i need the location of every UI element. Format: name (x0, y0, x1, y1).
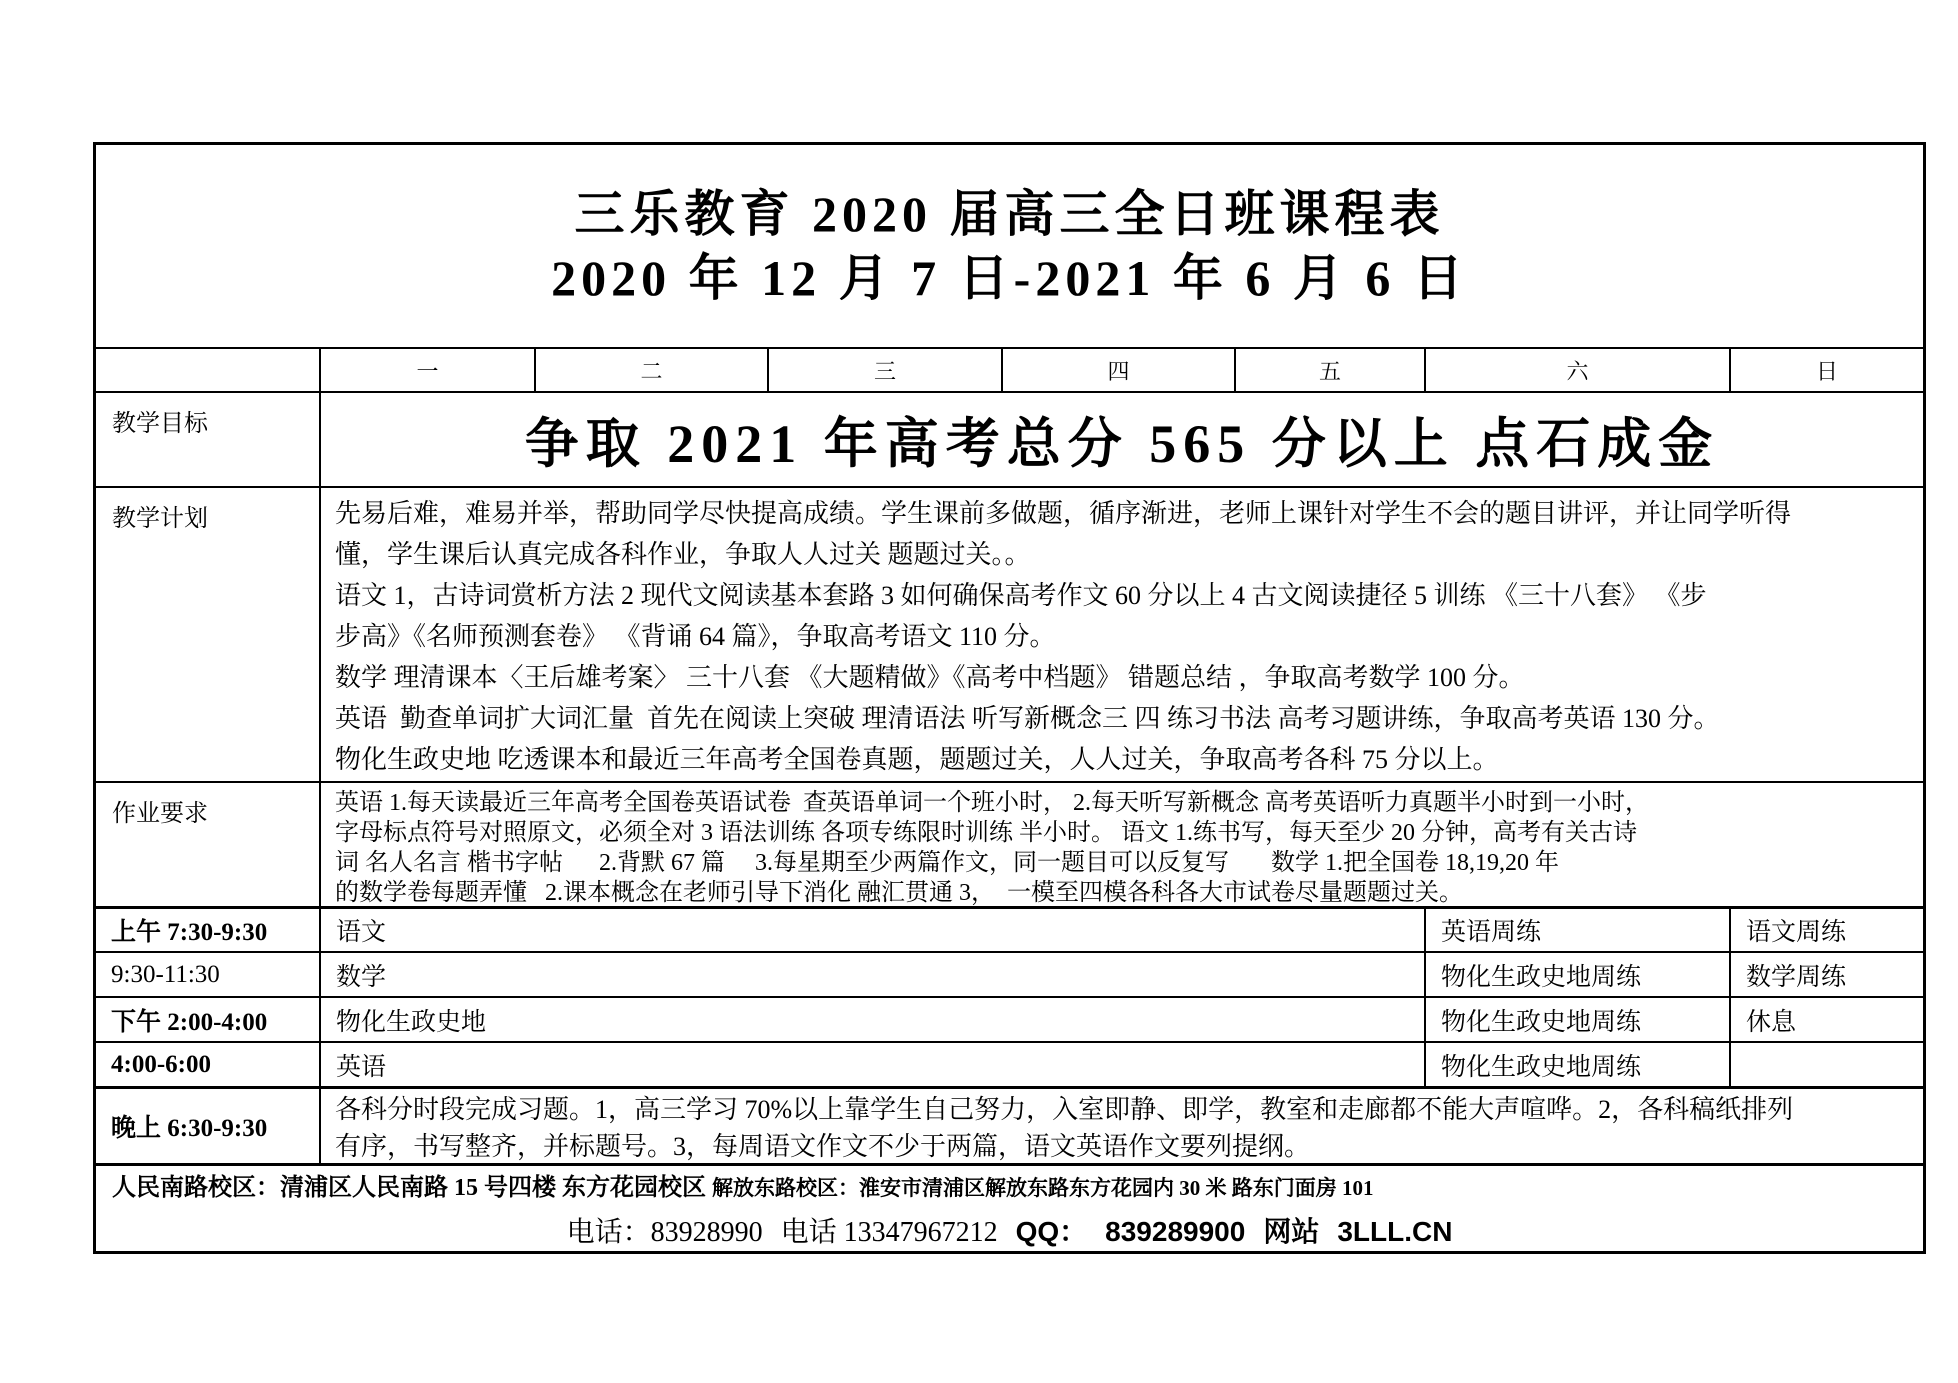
evening-text-cell (319, 1089, 1923, 1163)
sunday-cell: 数学周练 (1729, 953, 1923, 996)
time-cell: 下午 2:00-4:00 (111, 1008, 268, 1036)
day-cell-fri: 五 (1234, 349, 1424, 391)
time-cell: 晚上 6:30-9:30 (111, 1115, 268, 1142)
day-cell-wed: 三 (767, 349, 1001, 391)
homework-text-line: 的数学卷每题弄懂 2.课本概念在老师引导下消化 融汇贯通 3， 一模至四模各科各大市试卷尽量题题过关。 (335, 880, 1463, 906)
saturday-cell: 英语周练 (1424, 909, 1729, 951)
saturday-cell: 物化生政史地周练 (1424, 953, 1729, 996)
subject-cell: 语文 (319, 909, 1424, 951)
phone-1: 电话：83928990 (566, 1217, 763, 1248)
day-cell-sun: 日 (1729, 349, 1923, 391)
time-cell: 4:00-6:00 (111, 1050, 211, 1078)
goal-row (96, 391, 1923, 486)
plan-text-line: 先易后难，难易并举，帮助同学尽快提高成绩。学生课前多做题，循序渐进，老师上课针对学生不会的题目讲评，并让同学听得 (335, 499, 1792, 528)
schedule-row-evening (96, 1086, 1923, 1163)
schedule-row-afternoon2 (96, 1041, 1923, 1086)
plan-row-label: 教学计划 (112, 506, 208, 532)
sunday-cell (1729, 1043, 1923, 1086)
sunday-cell: 语文周练 (1729, 909, 1923, 951)
schedule-row-morning2 (96, 951, 1923, 996)
homework-row-label: 作业要求 (112, 801, 208, 827)
saturday-cell: 物化生政史地周练 (1424, 998, 1729, 1041)
title-block (96, 145, 1923, 347)
day-cell-mon: 一 (319, 349, 534, 391)
page-title: 三乐教育 2020 届高三全日班课程表 (574, 186, 1445, 242)
time-cell: 9:30-11:30 (111, 960, 220, 988)
plan-text-line: 数学 理清课本〈王后雄考案〉 三十八套 《大题精做》《高考中档题》 错题总结 ，争取高考数学 100 分。 (335, 663, 1525, 692)
footer (96, 1163, 1923, 1251)
footer-contact-line (96, 1210, 1923, 1250)
subject-cell: 英语 (319, 1043, 1424, 1086)
goal-row-label: 教学目标 (112, 411, 208, 437)
weekday-header-row (96, 347, 1923, 391)
saturday-cell: 物化生政史地周练 (1424, 1043, 1729, 1086)
homework-text-line: 英语 1.每天读最近三年高考全国卷英语试卷 查英语单词一个班小时， 2.每天听写新概念 高考英语听力真题半小时到一小时， (335, 790, 1649, 816)
corner-cell (96, 349, 319, 391)
campus-2-address: 解放东路校区：淮安市清浦区解放东路东方花园内 30 米 路东门面房 101 (712, 1176, 1374, 1200)
goal-slogan: 争取 2021 年高考总分 565 分以上 点石成金 (524, 414, 1720, 474)
plan-text-line: 语文 1，古诗词赏析方法 2 现代文阅读基本套路 3 如何确保高考作文 60 分以上 4 古文阅读捷径 5 训练 《三十八套》 《步 (335, 581, 1707, 610)
subject-cell: 物化生政史地 (319, 998, 1424, 1041)
qq-number: 839289900 (1105, 1216, 1246, 1247)
sunday-cell: 休息 (1729, 998, 1923, 1041)
date-range: 2020 年 12 月 7 日-2021 年 6 月 6 日 (551, 250, 1468, 306)
plan-text-cell (319, 488, 1923, 781)
schedule-row-morning1 (96, 906, 1923, 951)
evening-text-line: 有序，书写整齐，并标题号。3，每周语文作文不少于两篇，语文英语作文要列提纲。 (335, 1132, 1311, 1161)
day-cell-sat: 六 (1424, 349, 1729, 391)
phone-2: 电话 13347967212 (780, 1217, 998, 1248)
plan-text-line: 英语 勤查单词扩大词汇量 首先在阅读上突破 理清语法 听写新概念三 四 练习书法 高考习题讲练，争取高考英语 130 分。 (335, 704, 1720, 733)
website-url: 3LLL.CN (1337, 1216, 1453, 1247)
schedule-table (93, 142, 1926, 1254)
plan-text-line: 步高》《名师预测套卷》 《背诵 64 篇》，争取高考语文 110 分。 (335, 622, 1056, 651)
homework-text-cell (319, 783, 1923, 906)
evening-text-line: 各科分时段完成习题。1，高三学习 70%以上靠学生自己努力，入室即静、即学，教室和走廊都不能大声喧哗。2，各科稿纸排列 (335, 1095, 1794, 1124)
homework-text-line: 词 名人名言 楷书字帖 2.背默 67 篇 3.每星期至少两篇作文，同一题目可以反复写 数学 1.把全国卷 18,19,20 年 (335, 850, 1559, 876)
campus-1-address: 人民南路校区：清浦区人民南路 15 号四楼 东方花园校区 (112, 1175, 712, 1201)
website-label: 网站 (1263, 1216, 1320, 1247)
plan-text-line: 懂，学生课后认真完成各科作业，争取人人过关 题题过关。。 (335, 540, 1031, 569)
plan-text-line: 物化生政史地 吃透课本和最近三年高考全国卷真题，题题过关，人人过关，争取高考各科 75 分以上。 (335, 745, 1499, 774)
goal-text-cell (319, 393, 1923, 486)
schedule-row-afternoon1 (96, 996, 1923, 1041)
footer-address-line (96, 1167, 1923, 1202)
subject-cell: 数学 (319, 953, 1424, 996)
homework-row (96, 781, 1923, 906)
time-cell: 上午 7:30-9:30 (111, 919, 268, 946)
homework-text-line: 字母标点符号对照原文，必须全对 3 语法训练 各项专练限时训练 半小时。 语文 1.练书写，每天至少 20 分钟，高考有关古诗 (335, 820, 1637, 846)
plan-row (96, 486, 1923, 781)
qq-label: QQ： (1015, 1216, 1088, 1247)
day-cell-thu: 四 (1001, 349, 1234, 391)
day-cell-tue: 二 (534, 349, 767, 391)
